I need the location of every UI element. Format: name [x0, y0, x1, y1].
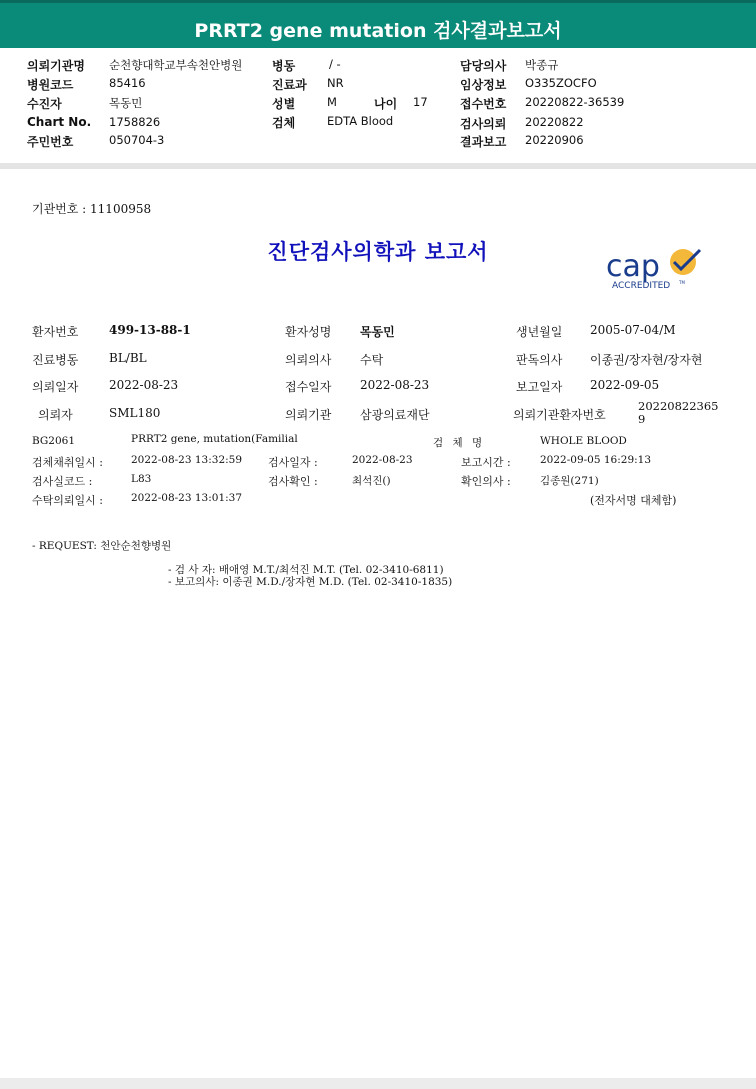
value-org-patient-number: 20220822365 9: [638, 399, 719, 426]
label-result-report: 결과보고: [460, 135, 507, 149]
value-ward: / -: [329, 57, 341, 71]
value-age: 17: [413, 95, 428, 109]
label-test-date: 검사일자 :: [268, 456, 318, 469]
cap-logo-subtitle: ACCREDITED: [612, 281, 671, 291]
reporter-line: - 보고의사: 이종권 M.D./장자현 M.D. (Tel. 02-3410-1835): [168, 576, 453, 588]
label-clinical-info: 임상정보: [460, 78, 507, 92]
label-entrust-time: 수탁의뢰일시 :: [32, 494, 103, 507]
value-patient: 목동민: [109, 96, 143, 110]
value-department: NR: [327, 76, 344, 90]
label-referring-doctor: 의뢰의사: [285, 353, 332, 367]
title-bar: [0, 0, 756, 48]
value-receipt-date: 2022-08-23: [360, 378, 430, 392]
value-collection-time: 2022-08-23 13:32:59: [131, 454, 243, 466]
value-specimen: EDTA Blood: [327, 114, 394, 128]
label-patient: 수진자: [27, 97, 62, 111]
label-department: 진료과: [272, 78, 307, 92]
label-patient-number: 환자번호: [32, 325, 79, 339]
label-report-time: 보고시간 :: [461, 456, 511, 469]
value-birthdate: 2005-07-04/M: [590, 323, 676, 337]
request-note: - REQUEST: 천안순천향병원: [32, 540, 172, 552]
value-reading-doctor: 이종권/장자현/장자현: [590, 353, 703, 367]
label-org-patient-number: 의뢰기관환자번호: [513, 408, 606, 422]
label-chart-no: Chart No.: [27, 115, 92, 129]
label-collection-time: 검체채취일시 :: [32, 456, 103, 469]
value-attending-doctor: 박종규: [525, 58, 559, 72]
label-referring-institution: 의뢰기관명: [27, 59, 85, 73]
label-patient-name: 환자성명: [285, 325, 332, 339]
report-body: [0, 169, 756, 1074]
value-requester: SML180: [109, 406, 161, 420]
value-referring-institution: 순천향대학교부속천안병원: [109, 58, 243, 72]
value-result-report: 20220906: [525, 133, 584, 147]
label-requester: 의뢰자: [38, 408, 73, 422]
label-referring-org: 의뢰기관: [285, 408, 332, 422]
cap-accredited-logo: [604, 244, 710, 292]
value-patient-name: 목동민: [360, 325, 395, 339]
test-code: BG2061: [32, 435, 76, 447]
value-hospital-code: 85416: [109, 76, 146, 90]
label-birthdate: 생년월일: [516, 325, 563, 339]
label-specimen-name: 검 체 명: [433, 437, 483, 449]
label-lab-code: 검사실코드 :: [32, 475, 93, 488]
value-report-time: 2022-09-05 16:29:13: [540, 454, 652, 466]
label-sex: 성별: [272, 97, 296, 111]
value-specimen-name: WHOLE BLOOD: [540, 435, 627, 447]
page-title: PRRT2 gene mutation 검사결과보고서: [194, 20, 562, 42]
value-resident-number: 050704-3: [109, 133, 165, 147]
label-receipt-number: 접수번호: [460, 97, 507, 111]
value-referring-doctor: 수탁: [360, 353, 384, 367]
value-receipt-number: 20220822-36539: [525, 95, 625, 109]
e-signature-note: (전자서명 대체함): [590, 494, 677, 507]
label-test-confirm: 검사확인 :: [268, 475, 318, 488]
value-report-date: 2022-09-05: [590, 378, 660, 392]
tester-line: - 검 사 자: 배애영 M.T./최석진 M.T. (Tel. 02-3410-6811): [168, 564, 444, 576]
value-test-date: 2022-08-23: [352, 454, 413, 466]
cap-logo-trademark: TM: [679, 280, 685, 285]
label-resident-number: 주민번호: [27, 135, 74, 149]
test-name: PRRT2 gene, mutation(Familial: [131, 433, 298, 445]
value-clinical-info: O335ZOCFO: [525, 76, 597, 90]
label-request-date: 의뢰일자: [32, 380, 79, 394]
value-test-confirm: 최석진(): [352, 475, 391, 487]
label-confirm-doctor: 확인의사 :: [461, 475, 511, 488]
cap-seal-icon: [670, 249, 696, 275]
footer-bar: [0, 1078, 756, 1089]
report-title: 진단검사의학과 보고서: [267, 239, 489, 264]
label-reading-doctor: 판독의사: [516, 353, 563, 367]
value-clinic-ward: BL/BL: [109, 351, 147, 365]
value-lab-code: L83: [131, 473, 152, 485]
value-confirm-doctor: 김종원(271): [540, 475, 599, 487]
cap-logo-word: cap: [606, 249, 660, 284]
value-referring-org: 삼광의료재단: [360, 408, 430, 422]
label-receipt-date: 접수일자: [285, 380, 332, 394]
value-test-request: 20220822: [525, 115, 584, 129]
label-clinic-ward: 진료병동: [32, 353, 79, 367]
label-ward: 병동: [272, 59, 296, 73]
value-sex: M: [327, 95, 337, 109]
value-request-date: 2022-08-23: [109, 378, 179, 392]
value-entrust-time: 2022-08-23 13:01:37: [131, 492, 243, 504]
label-test-request: 검사의뢰: [460, 117, 507, 131]
institution-number: 기관번호 : 11100958: [32, 202, 152, 216]
label-age: 나이: [374, 97, 398, 111]
value-chart-no: 1758826: [109, 115, 161, 129]
label-specimen: 검체: [272, 116, 296, 130]
label-attending-doctor: 담당의사: [460, 59, 507, 73]
label-report-date: 보고일자: [516, 380, 563, 394]
label-hospital-code: 병원코드: [27, 78, 74, 92]
value-patient-number: 499-13-88-1: [109, 323, 191, 337]
